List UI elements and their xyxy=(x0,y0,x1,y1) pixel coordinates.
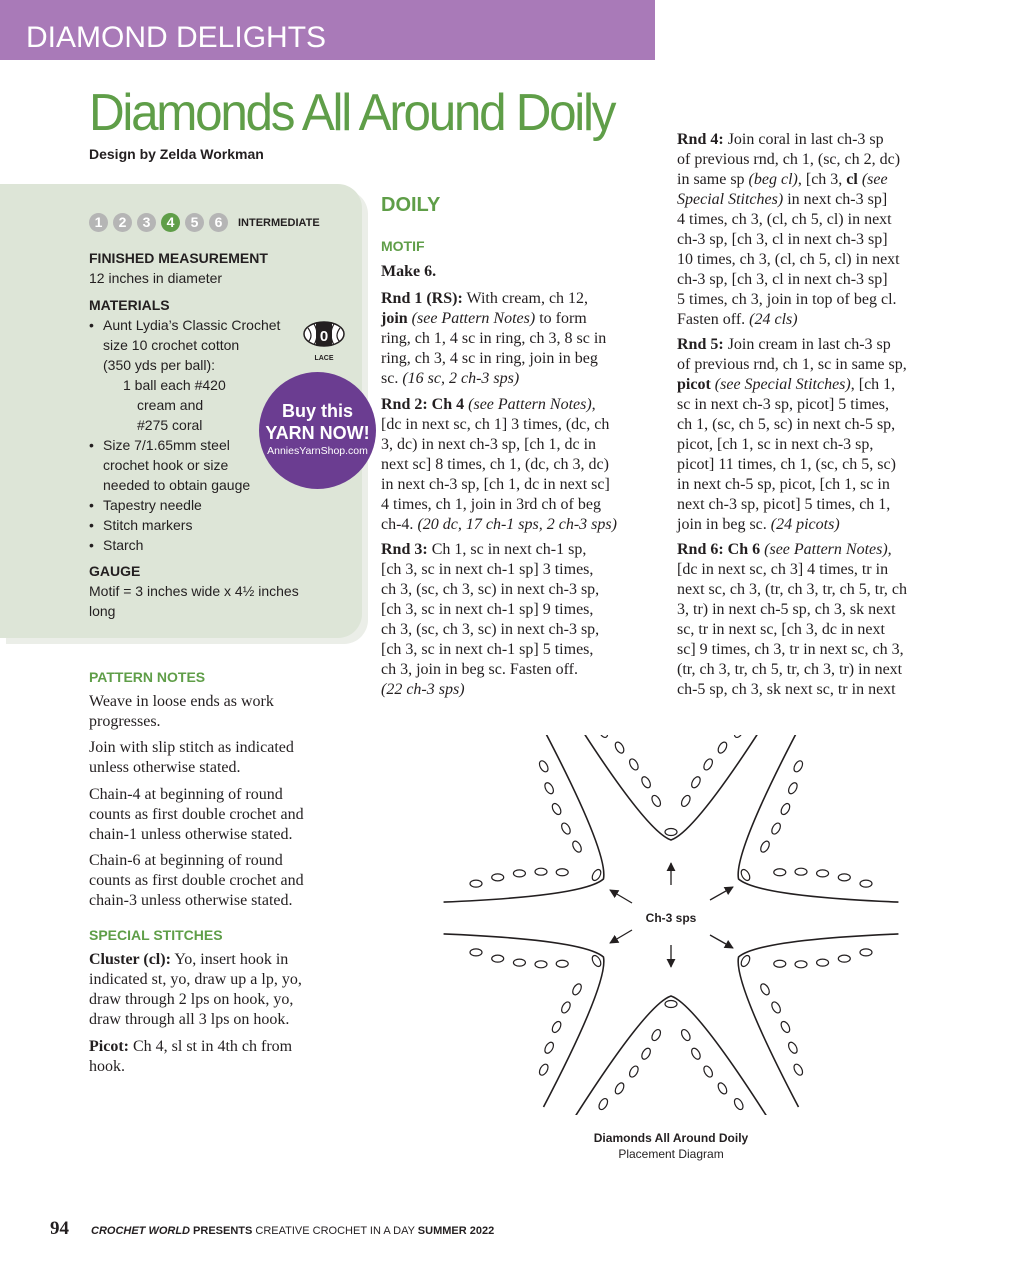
special-stitches-heading: SPECIAL STITCHES xyxy=(89,927,223,943)
picot-loop xyxy=(665,829,677,836)
picot-loop xyxy=(817,870,829,877)
bullet: • xyxy=(89,317,94,333)
picot-loop xyxy=(739,868,751,882)
make-count: Make 6. xyxy=(381,263,437,280)
skill-level-1: 1 xyxy=(89,213,108,232)
picot-loop xyxy=(628,757,640,771)
picot-loop xyxy=(690,775,702,789)
gauge-text: Motif = 3 inches wide x 4½ inches long xyxy=(89,583,299,619)
doily-star-outline xyxy=(444,735,899,1115)
picot-loop xyxy=(774,960,786,967)
cluster-stitch-definition: Cluster (cl): Yo, insert hook in indicated st, yo, draw up a lp, yo, draw through 2 lps on hook, yo, draw through all 3 lps on hook. xyxy=(89,951,302,1028)
pattern-note-2: Join with slip stitch as indicated unless otherwise stated. xyxy=(89,739,294,776)
picot-loop xyxy=(535,961,547,968)
picot-loop xyxy=(759,840,771,854)
yarn-weight-label: LACE xyxy=(314,355,334,362)
picot-loop xyxy=(470,880,482,887)
buy-yarn-badge[interactable] xyxy=(259,372,376,489)
picot-loop xyxy=(787,781,799,795)
picot-loop xyxy=(650,794,662,808)
placement-diagram xyxy=(440,735,902,1115)
ch3-sps-label: Ch-3 sps xyxy=(645,911,697,925)
picot-loop xyxy=(665,1001,677,1008)
round-5-instructions: Rnd 5: Join cream in last ch-3 sp of previous rnd, ch 1, sc in same sp, picot (see Special Stitches), [ch 1, sc in next ch-3 sp, picot] 5 times, ch 1, (sc, ch 5, sc) in next ch-5 sp, picot, [ch 1, sc in next ch-3 sp, picot] 11 times, ch 1, (sc, ch 5, sc) in next ch-5 sp, picot, [ch 1, sc in next ch-3 sp, picot] 5 times, ch 1, join in beg sc. (24 picots) xyxy=(677,336,907,533)
picot-loop xyxy=(470,949,482,956)
picot-loop xyxy=(779,802,791,816)
section-banner-label: DIAMOND DELIGHTS xyxy=(26,21,327,54)
picot-loop xyxy=(739,954,751,968)
picot-loop xyxy=(779,1020,791,1034)
picot-loop xyxy=(795,961,807,968)
yarn-weight-number: 0 xyxy=(319,328,329,345)
materials-item-needle: Tapestry needle xyxy=(103,497,202,513)
materials-item-starch: Starch xyxy=(103,537,144,553)
picot-loop xyxy=(759,982,771,996)
picot-loop xyxy=(680,1028,692,1042)
picot-loop xyxy=(690,1047,702,1061)
picot-loop xyxy=(716,741,728,755)
round-3-instructions: Rnd 3: Ch 1, sc in next ch-1 sp, [ch 3, sc in next ch-1 sp] 3 times, ch 3, (sc, ch 3, sc) in next ch-3 sp, [ch 3, sc in next ch-1 sp] 9 times, ch 3, (sc, ch 3, sc) in next ch-3 sp, [ch 3, sc in next ch-1 sp] 5 times, ch 3, join in beg sc. Fasten off. (22 ch-3 sps) xyxy=(381,541,600,698)
picot-stitch-definition: Picot: Ch 4, sl st in 4th ch from hook. xyxy=(89,1038,293,1075)
finished-measurement-heading: FINISHED MEASUREMENT xyxy=(89,250,268,266)
picot-loop xyxy=(590,954,602,968)
picot-loop xyxy=(556,960,568,967)
picot-loop xyxy=(543,781,555,795)
picot-loop xyxy=(560,1000,572,1014)
picot-loop xyxy=(860,949,872,956)
picot-loop xyxy=(538,1063,550,1077)
picot-loop xyxy=(860,880,872,887)
bullet: • xyxy=(89,517,94,533)
picot-loop xyxy=(774,869,786,876)
doily-heading: DOILY xyxy=(381,194,441,216)
picot-loop xyxy=(733,1097,745,1111)
picot-loop xyxy=(538,759,550,773)
motif-heading: MOTIF xyxy=(381,238,425,254)
picot-loop xyxy=(551,802,563,816)
picot-loop xyxy=(817,959,829,966)
skill-level-2: 2 xyxy=(113,213,132,232)
picot-loop xyxy=(543,1041,555,1055)
materials-heading: MATERIALS xyxy=(89,297,170,313)
picot-loop xyxy=(640,775,652,789)
diagram-caption-title: Diamonds All Around Doily xyxy=(593,1131,749,1145)
picot-loop xyxy=(702,1065,714,1079)
picot-loop xyxy=(733,735,745,739)
picot-loop xyxy=(650,1028,662,1042)
picot-loop xyxy=(571,982,583,996)
picot-loop xyxy=(513,870,525,877)
pattern-note-4: Chain-6 at beginning of round counts as first double crochet and chain-3 unless otherwise stated. xyxy=(89,852,304,909)
picot-loop xyxy=(614,1081,626,1095)
picot-loop xyxy=(680,794,692,808)
picot-loop xyxy=(838,874,850,881)
picot-loop xyxy=(838,955,850,962)
picot-loop xyxy=(770,1000,782,1014)
picot-loop xyxy=(513,959,525,966)
picot-loop xyxy=(795,868,807,875)
picot-loop xyxy=(551,1020,563,1034)
picot-loop xyxy=(560,822,572,836)
pattern-notes-heading: PATTERN NOTES xyxy=(89,669,206,685)
materials-item-hook: Size 7/1.65mm steel crochet hook or size needed to obtain gauge xyxy=(103,437,251,493)
designer-byline: Design by Zelda Workman xyxy=(89,146,264,162)
skill-level-label: INTERMEDIATE xyxy=(238,217,320,229)
yarn-weight-icon xyxy=(300,318,348,364)
skill-level-4-active: 4 xyxy=(161,213,180,232)
magazine-footer: CROCHET WORLD PRESENTS CREATIVE CROCHET IN A DAY SUMMER 2022 xyxy=(91,1225,495,1237)
bullet: • xyxy=(89,437,94,453)
materials-item-markers: Stitch markers xyxy=(103,517,193,533)
picot-loop xyxy=(792,759,804,773)
round-2-instructions: Rnd 2: Ch 4 (see Pattern Notes), [dc in next sc, ch 1] 3 times, (dc, ch 3, dc) in next ch-3 sp, [ch 1, dc in next sc] 8 times, ch 1, (dc, ch 3, dc) in next ch-3 sp, [ch 1, dc in next sc] 4 times, ch 1, join in 3rd ch of beg ch-4. (20 dc, 17 ch-1 sps, 2 ch-3 sps) xyxy=(381,396,617,533)
pattern-note-3: Chain-4 at beginning of round counts as first double crochet and chain-1 unless otherwise stated. xyxy=(89,786,304,843)
picot-loop xyxy=(492,955,504,962)
gauge-heading: GAUGE xyxy=(89,563,141,579)
picot-loop xyxy=(590,868,602,882)
diagram-caption-subtitle: Placement Diagram xyxy=(618,1147,724,1161)
picot-loop xyxy=(571,840,583,854)
round-6-instructions: Rnd 6: Ch 6 (see Pattern Notes), [dc in next sc, ch 3] 4 times, tr in next sc, ch 3, (tr, ch 3, tr, ch 5, tr, ch 3, tr) in next ch-5 sp, ch 3, sk next sc, tr in next sc, [ch 3, dc in next sc] 9 times, ch 3, tr in next sc, ch 3, (tr, ch 3, tr, ch 5, tr, ch 3, tr) in next ch-5 sp, ch 3, sk next sc, tr in next xyxy=(677,541,908,698)
picot-loop xyxy=(792,1063,804,1077)
picot-loop xyxy=(702,757,714,771)
star-outline-path xyxy=(444,735,899,1115)
skill-level-3: 3 xyxy=(137,213,156,232)
page-title: Diamonds All Around Doily xyxy=(89,84,615,142)
picot-loop xyxy=(614,741,626,755)
round-1-instructions: Rnd 1 (RS): With cream, ch 12, join (see Pattern Notes) to form ring, ch 1, 4 sc in ring, ch 3, 8 sc in ring, ch 3, 4 sc in ring, join in beg sc. (16 sc, 2 ch-3 sps) xyxy=(381,290,607,387)
picot-loop xyxy=(628,1065,640,1079)
skill-level-5: 5 xyxy=(185,213,204,232)
picot-loop xyxy=(597,735,609,739)
buy-badge-line2: YARN NOW! xyxy=(265,423,370,443)
pattern-note-1: Weave in loose ends as work progresses. xyxy=(89,693,274,730)
picot-loop xyxy=(716,1081,728,1095)
picot-loop xyxy=(640,1047,652,1061)
picot-loop xyxy=(787,1041,799,1055)
page-number: 94 xyxy=(50,1218,69,1239)
buy-badge-line1: Buy this xyxy=(281,401,353,421)
finished-measurement-text: 12 inches in diameter xyxy=(89,270,223,286)
round-4-instructions: Rnd 4: Join coral in last ch-3 sp of previous rnd, ch 1, (sc, ch 2, dc) in same sp (beg cl), [ch 3, cl (see Special Stitches) in next ch-3 sp] 4 times, ch 3, (cl, ch 5, cl) in next ch-3 sp, [ch 3, cl in next ch-3 sp] 10 times, ch 3, (cl, ch 5, cl) in next ch-3 sp, [ch 3, cl in next ch-3 sp] 5 times, ch 3, join in top of beg cl. Fasten off. (24 cls) xyxy=(677,131,901,328)
picot-loop xyxy=(535,868,547,875)
buy-badge-url[interactable]: AnniesYarnShop.com xyxy=(267,445,368,457)
materials-item-thread: Aunt Lydia’s Classic Crochet size 10 crochet cotton (350 yds per ball): 1 ball each #420 cream and #275 coral xyxy=(103,317,281,433)
bullet: • xyxy=(89,537,94,553)
picot-loop xyxy=(556,869,568,876)
picot-loop xyxy=(492,874,504,881)
picot-loop xyxy=(770,822,782,836)
picot-loop xyxy=(597,1097,609,1111)
skill-level-6: 6 xyxy=(209,213,228,232)
bullet: • xyxy=(89,497,94,513)
